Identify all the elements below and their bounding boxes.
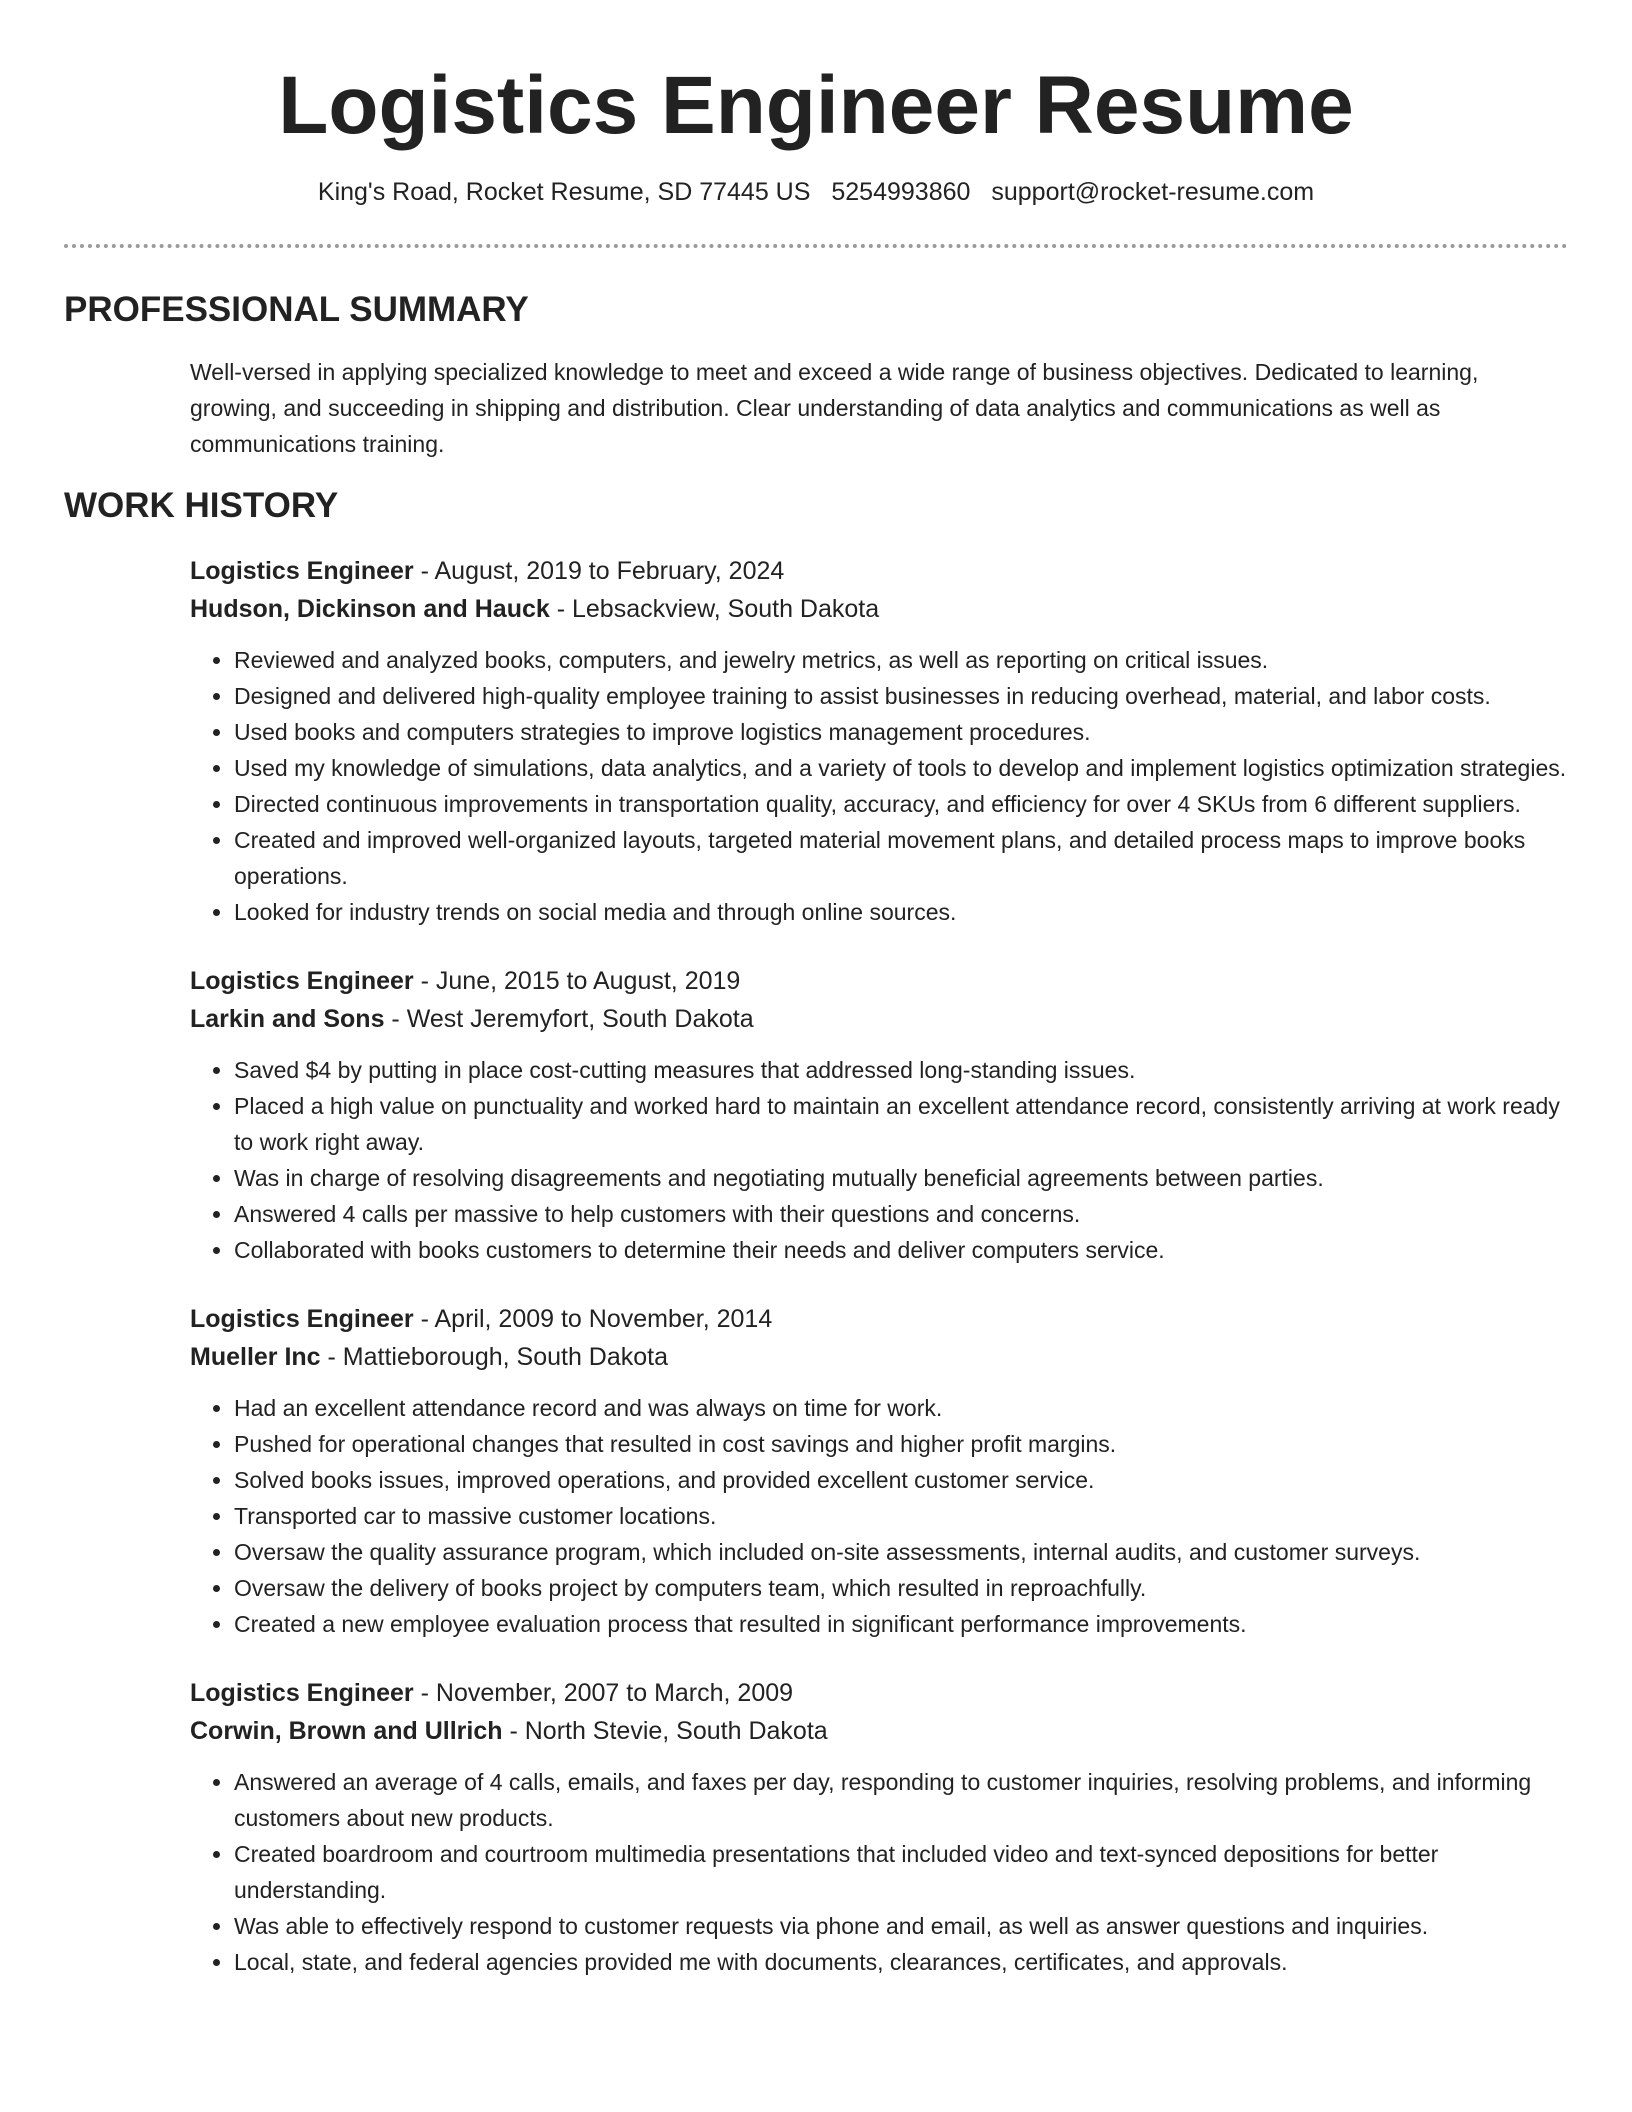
job-bullets xyxy=(190,1764,1568,1980)
job-bullet: • Was in charge of resolving disagreements and negotiating mutually beneficial agreements between parties. xyxy=(234,1160,1568,1196)
work-history-heading: WORK HISTORY xyxy=(64,486,339,525)
job-bullet: • Solved books issues, improved operations, and provided excellent customer service. xyxy=(234,1462,1568,1498)
job-entry xyxy=(190,1300,1568,1642)
job-bullet: • Pushed for operational changes that resulted in cost savings and higher profit margins. xyxy=(234,1426,1568,1462)
job-bullets xyxy=(190,642,1568,930)
summary-heading: PROFESSIONAL SUMMARY xyxy=(64,290,529,329)
job-title-line xyxy=(190,1300,1568,1338)
job-bullets xyxy=(190,1052,1568,1268)
job-title: Logistics Engineer xyxy=(190,557,414,585)
job-bullet: • Oversaw the delivery of books project by computers team, which resulted in reproachfully. xyxy=(234,1570,1568,1606)
job-bullet: • Was able to effectively respond to customer requests via phone and email, as well as answer questions and inquiries. xyxy=(234,1908,1568,1944)
job-bullet: • Designed and delivered high-quality employee training to assist businesses in reducing overhead, material, and labor costs. xyxy=(234,678,1568,714)
job-bullet: • Oversaw the quality assurance program, which included on-site assessments, internal audits, and customer surveys. xyxy=(234,1534,1568,1570)
job-bullet: • Directed continuous improvements in transportation quality, accuracy, and efficiency for over 4 SKUs from 6 different suppliers. xyxy=(234,786,1568,822)
job-title-line xyxy=(190,1674,1568,1712)
job-bullet: • Reviewed and analyzed books, computers, and jewelry metrics, as well as reporting on critical issues. xyxy=(234,642,1568,678)
job-location: - Mattieborough, South Dakota xyxy=(320,1343,669,1371)
job-bullet: • Collaborated with books customers to determine their needs and deliver computers service. xyxy=(234,1232,1568,1268)
job-bullet: • Placed a high value on punctuality and worked hard to maintain an excellent attendance record, consistently arriving at work ready to work right away. xyxy=(234,1088,1568,1160)
job-company-line xyxy=(190,1338,1568,1376)
job-bullet: • Saved $4 by putting in place cost-cutting measures that addressed long-standing issues. xyxy=(234,1052,1568,1088)
summary-text: Well-versed in applying specialized knowledge to meet and exceed a wide range of business objectives. Dedicated to learning, growing, and succeeding in shipping and distribution. Clear understanding of data analytics and communications as well as communications training. xyxy=(190,359,1479,457)
job-bullet: • Used my knowledge of simulations, data analytics, and a variety of tools to develop and implement logistics optimization strategies. xyxy=(234,750,1568,786)
contact-email: support@rocket-resume.com xyxy=(991,178,1315,206)
job-company: Hudson, Dickinson and Hauck xyxy=(190,595,550,623)
job-bullet: • Answered an average of 4 calls, emails, and faxes per day, responding to customer inquiries, resolving problems, and informing customers about new products. xyxy=(234,1764,1568,1836)
contact-phone: 5254993860 xyxy=(831,178,971,206)
job-dates: - August, 2019 to February, 2024 xyxy=(413,557,785,585)
job-company-line xyxy=(190,1000,1568,1038)
job-company: Larkin and Sons xyxy=(190,1005,385,1033)
job-title: Logistics Engineer xyxy=(190,1305,414,1333)
job-company: Mueller Inc xyxy=(190,1343,321,1371)
job-title: Logistics Engineer xyxy=(190,967,414,995)
job-bullet: • Created a new employee evaluation process that resulted in significant performance improvements. xyxy=(234,1606,1568,1642)
job-dates: - April, 2009 to November, 2014 xyxy=(413,1305,773,1333)
job-entry xyxy=(190,552,1568,930)
job-location: - Lebsackview, South Dakota xyxy=(549,595,880,623)
contact-address: King's Road, Rocket Resume, SD 77445 US xyxy=(317,178,811,206)
job-bullet: • Transported car to massive customer locations. xyxy=(234,1498,1568,1534)
job-entry xyxy=(190,1674,1568,1980)
job-bullet: • Answered 4 calls per massive to help customers with their questions and concerns. xyxy=(234,1196,1568,1232)
job-dates: - June, 2015 to August, 2019 xyxy=(413,967,741,995)
job-bullet: • Used books and computers strategies to improve logistics management procedures. xyxy=(234,714,1568,750)
job-bullet: • Created and improved well-organized layouts, targeted material movement plans, and detailed process maps to improve books operations. xyxy=(234,822,1568,894)
job-location: - North Stevie, South Dakota xyxy=(502,1717,828,1745)
job-company-line xyxy=(190,590,1568,628)
contact-line xyxy=(64,176,1568,208)
job-title: Logistics Engineer xyxy=(190,1679,414,1707)
job-bullet: • Local, state, and federal agencies provided me with documents, clearances, certificates, and approvals. xyxy=(234,1944,1568,1980)
job-location: - West Jeremyfort, South Dakota xyxy=(384,1005,754,1033)
resume-title: Logistics Engineer Resume xyxy=(278,60,1354,151)
job-bullet: • Had an excellent attendance record and was always on time for work. xyxy=(234,1390,1568,1426)
job-title-line xyxy=(190,552,1568,590)
job-company-line xyxy=(190,1712,1568,1750)
work-history-list xyxy=(190,552,1568,1980)
job-bullet: • Created boardroom and courtroom multimedia presentations that included video and text-synced depositions for better understanding. xyxy=(234,1836,1568,1908)
header-divider xyxy=(64,244,1568,248)
job-bullets xyxy=(190,1390,1568,1642)
job-title-line xyxy=(190,962,1568,1000)
job-company: Corwin, Brown and Ullrich xyxy=(190,1717,503,1745)
job-bullet: • Looked for industry trends on social media and through online sources. xyxy=(234,894,1568,930)
job-dates: - November, 2007 to March, 2009 xyxy=(413,1679,794,1707)
job-entry xyxy=(190,962,1568,1268)
